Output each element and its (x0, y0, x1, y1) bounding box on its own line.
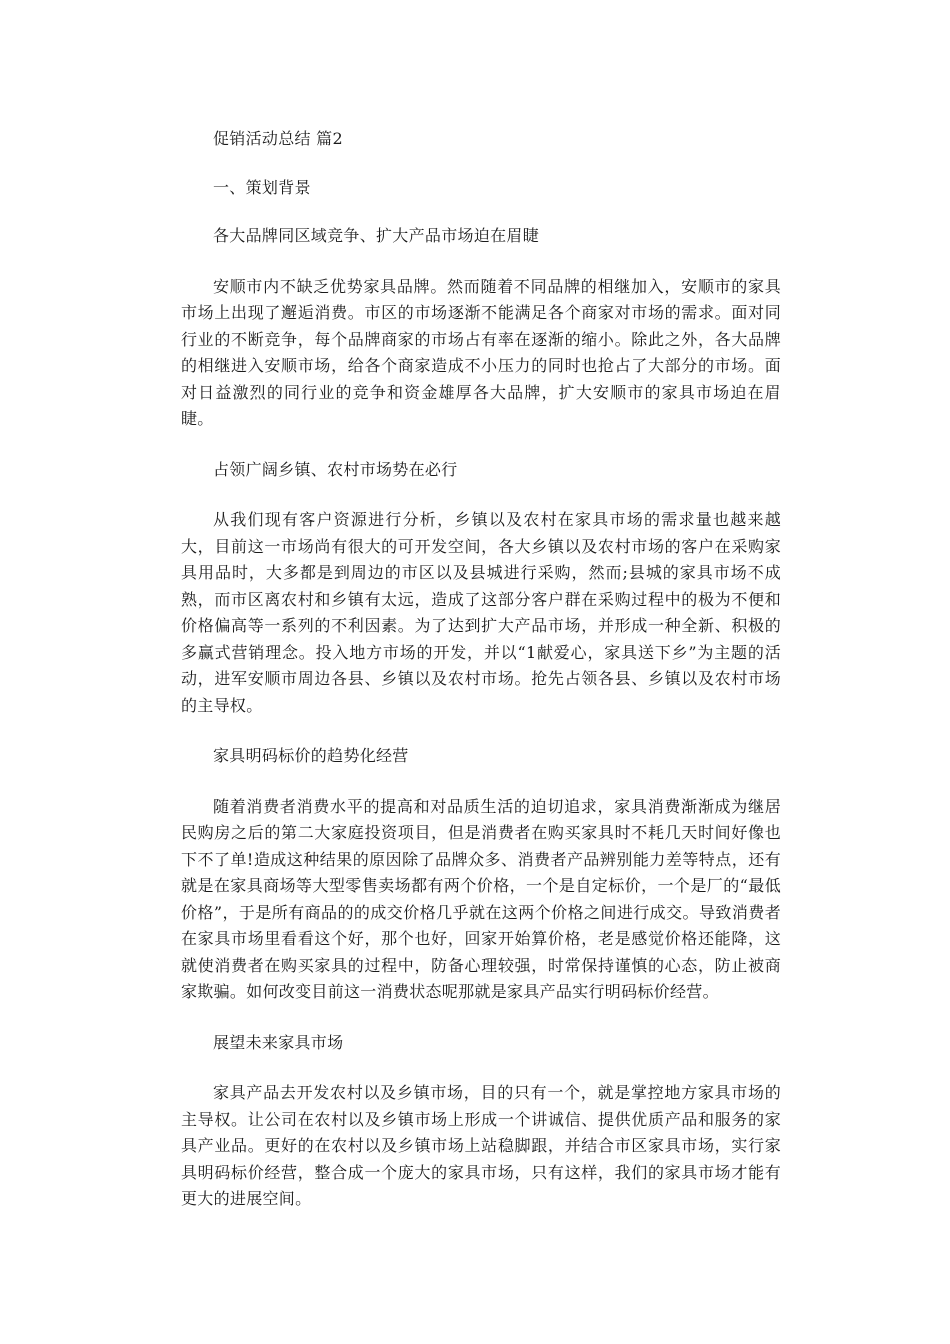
paragraph-rural-market: 从我们现有客户资源进行分析，乡镇以及农村在家具市场的需求量也越来越大，目前这一市场尚有很大的可开发空间，各大乡镇以及农村市场的客户在采购家具用品时，大多都是到周边的市区以及县城进行采购，然而;县城的家具市场不成熟，而市区离农村和乡镇有太远，造成了这部分客户群在采购过程中的极为不便和价格偏高等一系列的不利因素。为了达到扩大产品市场，并形成一种全新、积极的多赢式营销理念。投入地方市场的开发，并以“1献爱心，家具送下乡”为主题的活动，进军安顺市周边各县、乡镇以及农村市场。抢先占领各县、乡镇以及农村市场的主导权。 (181, 510, 781, 715)
paragraph-clear-pricing: 随着消费者消费水平的提高和对品质生活的迫切追求，家具消费渐渐成为继居民购房之后的第二大家庭投资项目，但是消费者在购买家具时不耗几天时间好像也下不了单!造成这种结果的原因除了品牌众多、消费者产品辨别能力差等特点，还有就是在家具商场等大型零售卖场都有两个价格，一个是自定标价，一个是厂的“最低价格”，于是所有商品的的成交价格几乎就在这两个价格之间进行成交。导致消费者在家具市场里看看这个好，那个也好，回家开始算价格，老是感觉价格还能降，这就使消费者在购买家具的过程中，防备心理较强，时常保持谨慎的心态，防止被商家欺骗。如何改变目前这一消费状态呢那就是家具产品实行明码标价经营。 (181, 796, 781, 1001)
document-title: 促销活动总结 篇2 (213, 129, 343, 148)
subheading-future-outlook: 展望未来家具市场 (213, 1032, 344, 1052)
subheading-clear-pricing: 家具明码标价的趋势化经营 (213, 746, 409, 765)
document-body (181, 126, 781, 1237)
paragraph-competition: 安顺市内不缺乏优势家具品牌。然而随着不同品牌的相继加入，安顺市的家具市场上出现了邂逅消费。市区的市场逐渐不能满足各个商家对市场的需求。面对同行业的不断竞争，每个品牌商家的市场占有率在逐渐的缩小。除此之外，各大品牌的相继进入安顺市场，给各个商家造成不小压力的同时也抢占了大部分的市场。面对日益激烈的同行业的竞争和资金雄厚各大品牌，扩大安顺市的家具市场迫在眉睫。 (181, 276, 781, 428)
section-heading: 一、策划背景 (213, 177, 311, 197)
subheading-rural-market: 占领广阔乡镇、农村市场势在必行 (213, 459, 458, 479)
subheading-competition: 各大品牌同区域竞争、扩大产品市场迫在眉睫 (213, 226, 540, 245)
paragraph-future-outlook: 家具产品去开发农村以及乡镇市场，目的只有一个，就是掌控地方家具市场的主导权。让公司在农村以及乡镇市场上形成一个讲诚信、提供优质产品和服务的家具产业品。更好的在农村以及乡镇市场上站稳脚跟，并结合市区家具市场，实行家具明码标价经营，整合成一个庞大的家具市场，只有这样，我们的家具市场才能有更大的进展空间。 (181, 1083, 781, 1208)
